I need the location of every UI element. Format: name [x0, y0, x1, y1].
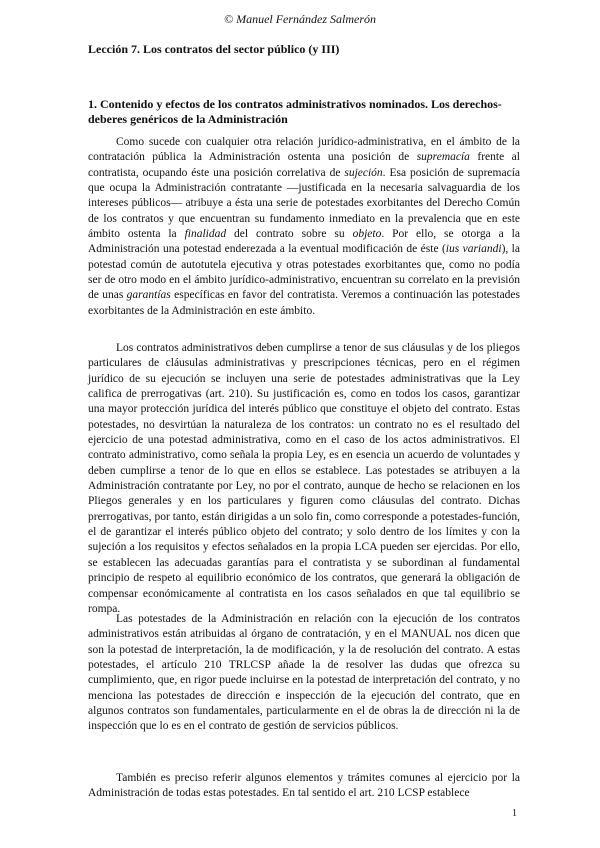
text-run: Los contratos administrativos deben cumplirse a tenor de sus cláusulas y de los pliegos particulares de cláusulas administrativas y prescripciones técnicas, pero en el régimen jurídico de su ejecución se incluyen una serie de potestades administrativas que la Ley califica de prerrogativas (art. 210). Su justificación es, como en todos los casos, garantizar una mayor protección jurídica del interés público que constituye el objeto del contrato. Estas potestades, no desvirtúan la naturaleza de los contratos: un contrato no es el resultado del ejercicio de una potestad administrativa, como en el caso de los actos administrativos. El contrato administrativo, como señala la propia Ley, es en esencia un acuerdo de voluntades y deben cumplirse a tenor de lo que en ellos se establece. Las potestades se atribuyen a la Administración contratante por Ley, no por el contrato, aunque de hecho se relacionen en los Pliegos generales y en los particulares y figuren como cláusulas del contrato. Dichas prerrogativas, por tanto, están dirigidas a un solo fin, como corresponde a potestades-función, el de garantizar el interés público objeto del contrato; y solo dentro de los límites y con la sujeción a los requisitos y efectos señalados en la propia LCA pueden ser ejercidas. Por ello, se establecen las adecuadas garantías para el contratista y se subordinan al fundamental principio de respeto al equilibrio económico de los contratos, que generará la obligación de compensar económicamente al contratista en los casos señalados en que tal equilibrio se rompa. — [88, 342, 520, 615]
text-run: ), la potestad común de autotutela ejecutiva y otras potestades exorbitantes que, como no podía ser de otro modo en el ámbito jurídico-administrativo, encuentran su correlato en la previsión de unas — [88, 243, 520, 302]
italic-term: garantías — [126, 289, 171, 302]
italic-term: finalidad — [184, 228, 227, 241]
section-title: 1. Contenido y efectos de los contratos administrativos nominados. Los derechos-deberes genéricos de la Administración — [88, 97, 502, 126]
text-run: . Esa posición de supremacía que ocupa la Administración contratante —justificada en la necesaria salvaguardia de los intereses públicos— atribuye a ésta una serie de potestades exorbitantes del Derecho Común de los contratos y que encuentran su fundamento inmediato en la prevalencia que en este ámbito ostenta la — [88, 166, 520, 241]
page-number: 1 — [512, 808, 517, 819]
italic-term: sujeción — [344, 166, 383, 179]
italic-term: objeto — [352, 228, 382, 241]
italic-term: ius variandi — [445, 243, 502, 256]
paragraph-1 — [88, 135, 520, 319]
text-run: específicas en favor del contratista. Veremos a continuación las potestades exorbitantes de la Administración en este ámbito. — [88, 289, 521, 317]
text-run: También es preciso referir algunos elementos y trámites comunes al ejercicio por la Administración de todas estas potestades. En tal sentido el art. 210 LCSP establece — [88, 772, 520, 800]
italic-term: supremacía — [416, 151, 470, 164]
text-run: frente al contratista, ocupando éste una posición correlativa de — [88, 151, 520, 179]
page-header: © Manuel Fernández Salmerón — [223, 12, 377, 26]
lesson-title: Lección 7. Los contratos del sector público (y III) — [88, 42, 340, 56]
paragraph-4 — [88, 771, 520, 802]
paragraph-3 — [88, 612, 520, 735]
text-run: . Por ello, se otorga a la Administración una potestad enderezada a la eventual modificación de éste ( — [88, 228, 520, 256]
text-run: Las potestades de la Administración en relación con la ejecución de los contratos administrativos están atribuidas al órgano de contratación, y en el MANUAL nos dicen que son la potestad de interpretación, la de modificación, y la de resolución del contrato. A estas potestades, el artículo 210 TRLCSP añade la de resolver las dudas que ofrezca su cumplimiento, que, en rigor puede incluirse en la potestad de interpretación del contrato, y no menciona las potestades de dirección e inspección de la ejecución del contrato, que en algunos contratos son fundamentales, particularmente en el de obras la de dirección ni la de inspección que lo es en el contrato de gestión de servicios públicos. — [88, 613, 520, 733]
text-run: del contrato sobre su — [226, 228, 353, 241]
text-run: Como sucede con cualquier otra relación jurídico-administrativa, en el ámbito de la contratación pública la Administración ostenta una posición de — [88, 136, 520, 164]
paragraph-2 — [88, 341, 520, 617]
